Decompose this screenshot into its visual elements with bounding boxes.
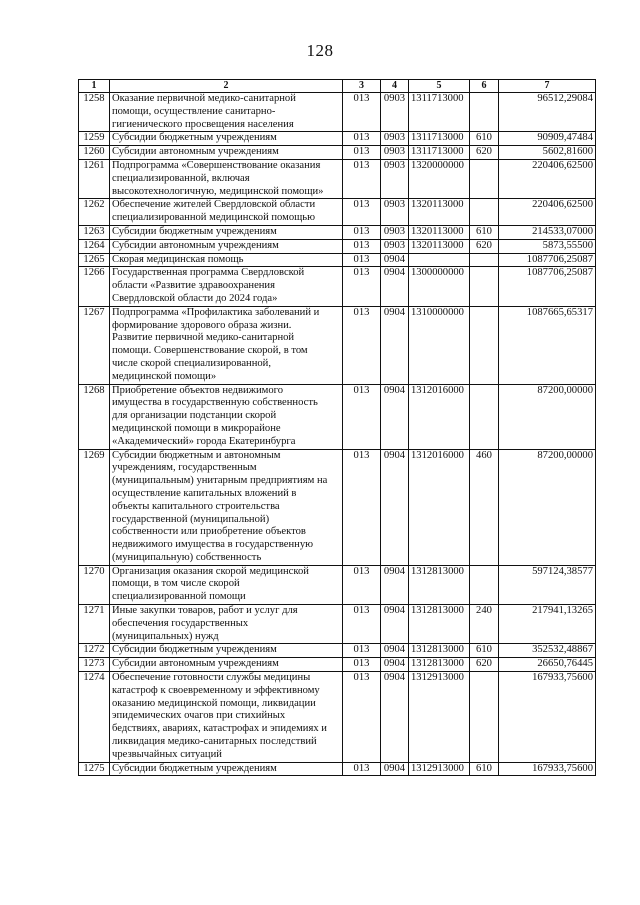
- expense-type-code: 460: [470, 449, 499, 565]
- table-row: [79, 199, 596, 226]
- row-description: [110, 384, 343, 449]
- row-description: [110, 449, 343, 565]
- amount: 220406,62500: [499, 159, 596, 198]
- amount: 87200,00000: [499, 384, 596, 449]
- description-line: бедствиях, авариях, катастрофах и эпидемиях и: [112, 723, 327, 735]
- column-header: 7: [499, 80, 596, 93]
- column-header: 1: [79, 80, 110, 93]
- section-code: 0903: [381, 199, 409, 226]
- description-line: Субсидии автономным учреждениям: [112, 658, 279, 670]
- description-line: высокотехнологичную, медицинской помощи»: [112, 185, 324, 197]
- row-description: [110, 565, 343, 604]
- expense-type-code: 610: [470, 225, 499, 239]
- table-row: [79, 658, 596, 672]
- expense-type-code: 620: [470, 239, 499, 253]
- description-line: гигиенического просвещения населения: [112, 118, 294, 130]
- description-line: специализированной медицинской помощью: [112, 212, 316, 224]
- ministry-code: 013: [343, 159, 381, 198]
- description-line: специализированной помощи: [112, 591, 246, 603]
- table-row: [79, 306, 596, 384]
- row-number: 1274: [79, 672, 110, 763]
- table-row: [79, 146, 596, 160]
- ministry-code: 013: [343, 672, 381, 763]
- section-code: 0903: [381, 93, 409, 132]
- expense-type-code: 620: [470, 658, 499, 672]
- table-row: [79, 93, 596, 132]
- expense-type-code: [470, 253, 499, 267]
- ministry-code: 013: [343, 93, 381, 132]
- expense-type-code: [470, 93, 499, 132]
- description-line: помощи, осуществление санитарно-: [112, 105, 276, 117]
- column-header: 4: [381, 80, 409, 93]
- section-code: 0904: [381, 306, 409, 384]
- target-article-code: 1312813000: [409, 658, 470, 672]
- table-row: [79, 565, 596, 604]
- target-article-code: 1320000000: [409, 159, 470, 198]
- description-line: Приобретение объектов недвижимого: [112, 384, 284, 396]
- row-description: [110, 306, 343, 384]
- row-description: [110, 199, 343, 226]
- section-code: 0904: [381, 384, 409, 449]
- expense-type-code: 610: [470, 644, 499, 658]
- column-header: 6: [470, 80, 499, 93]
- target-article-code: 1300000000: [409, 267, 470, 306]
- ministry-code: 013: [343, 449, 381, 565]
- description-line: Субсидии автономным учреждениям: [112, 146, 279, 158]
- target-article-code: 1310000000: [409, 306, 470, 384]
- section-code: 0904: [381, 658, 409, 672]
- ministry-code: 013: [343, 762, 381, 776]
- row-description: [110, 132, 343, 146]
- row-description: [110, 672, 343, 763]
- description-line: Государственная программа Свердловской: [112, 267, 305, 279]
- section-code: 0904: [381, 267, 409, 306]
- row-description: [110, 159, 343, 198]
- amount: 167933,75600: [499, 672, 596, 763]
- amount: 597124,38577: [499, 565, 596, 604]
- amount: 5602,81600: [499, 146, 596, 160]
- description-line: (муниципальную) собственность: [112, 551, 262, 563]
- section-code: 0904: [381, 672, 409, 763]
- row-number: 1260: [79, 146, 110, 160]
- description-line: специализированной, включая: [112, 172, 250, 184]
- row-number: 1275: [79, 762, 110, 776]
- row-description: [110, 225, 343, 239]
- section-code: 0904: [381, 762, 409, 776]
- section-code: 0904: [381, 449, 409, 565]
- description-line: для организации подстанции скорой: [112, 410, 277, 422]
- row-number: 1259: [79, 132, 110, 146]
- ministry-code: 013: [343, 565, 381, 604]
- section-code: 0903: [381, 159, 409, 198]
- description-line: государственной (муниципальной): [112, 513, 270, 525]
- row-number: 1262: [79, 199, 110, 226]
- row-number: 1270: [79, 565, 110, 604]
- description-line: Иные закупки товаров, работ и услуг для: [112, 605, 298, 617]
- row-description: [110, 267, 343, 306]
- row-description: [110, 762, 343, 776]
- budget-table: [78, 79, 596, 776]
- table-row: [79, 239, 596, 253]
- row-number: 1258: [79, 93, 110, 132]
- amount: 90909,47484: [499, 132, 596, 146]
- column-header: 3: [343, 80, 381, 93]
- ministry-code: 013: [343, 253, 381, 267]
- ministry-code: 013: [343, 605, 381, 644]
- description-line: Субсидии автономным учреждениям: [112, 239, 279, 251]
- expense-type-code: 610: [470, 132, 499, 146]
- description-line: медицинской помощи в микрорайоне: [112, 422, 281, 434]
- description-line: области «Развитие здравоохранения: [112, 280, 275, 292]
- ministry-code: 013: [343, 644, 381, 658]
- row-description: [110, 146, 343, 160]
- amount: 1087665,65317: [499, 306, 596, 384]
- expense-type-code: 620: [470, 146, 499, 160]
- ministry-code: 013: [343, 225, 381, 239]
- description-line: Обеспечение жителей Свердловской области: [112, 199, 316, 211]
- table-row: [79, 762, 596, 776]
- table-row: [79, 225, 596, 239]
- amount: 1087706,25087: [499, 253, 596, 267]
- target-article-code: 1311713000: [409, 93, 470, 132]
- description-line: чрезвычайных ситуаций: [112, 748, 222, 760]
- description-line: собственности или приобретение объектов: [112, 526, 306, 538]
- row-number: 1266: [79, 267, 110, 306]
- target-article-code: 1312016000: [409, 449, 470, 565]
- description-line: Оказание первичной медико-санитарной: [112, 93, 296, 104]
- section-code: 0903: [381, 132, 409, 146]
- column-header: 2: [110, 80, 343, 93]
- description-line: Развитие первичной медико-санитарной: [112, 332, 295, 344]
- description-line: Обеспечение готовности службы медицины: [112, 672, 311, 684]
- row-description: [110, 644, 343, 658]
- amount: 1087706,25087: [499, 267, 596, 306]
- description-line: Скорая медицинская помощь: [112, 253, 244, 265]
- target-article-code: 1311713000: [409, 132, 470, 146]
- amount: 352532,48867: [499, 644, 596, 658]
- row-number: 1264: [79, 239, 110, 253]
- row-number: 1268: [79, 384, 110, 449]
- amount: 217941,13265: [499, 605, 596, 644]
- description-line: учреждениям, государственным: [112, 462, 257, 474]
- row-description: [110, 93, 343, 132]
- description-line: Субсидии бюджетным учреждениям: [112, 225, 277, 237]
- description-line: имущества в государственную собственность: [112, 397, 318, 409]
- section-code: 0903: [381, 146, 409, 160]
- target-article-code: 1312913000: [409, 672, 470, 763]
- table-header-row: [79, 80, 596, 93]
- amount: 167933,75600: [499, 762, 596, 776]
- description-line: Субсидии бюджетным учреждениям: [112, 644, 277, 656]
- table-row: [79, 384, 596, 449]
- ministry-code: 013: [343, 306, 381, 384]
- table-row: [79, 672, 596, 763]
- description-line: медицинской помощи»: [112, 370, 217, 382]
- section-code: 0904: [381, 253, 409, 267]
- ministry-code: 013: [343, 658, 381, 672]
- description-line: Субсидии бюджетным учреждениям: [112, 132, 277, 144]
- amount: 26650,76445: [499, 658, 596, 672]
- ministry-code: 013: [343, 239, 381, 253]
- row-description: [110, 239, 343, 253]
- row-description: [110, 605, 343, 644]
- description-line: (муниципальным) унитарным предприятиям на: [112, 475, 328, 487]
- row-number: 1272: [79, 644, 110, 658]
- page-number: 128: [306, 41, 334, 60]
- section-code: 0904: [381, 605, 409, 644]
- ministry-code: 013: [343, 384, 381, 449]
- description-line: «Академический» города Екатеринбурга: [112, 435, 296, 447]
- row-number: 1261: [79, 159, 110, 198]
- description-line: объекты капитального строительства: [112, 500, 280, 512]
- row-number: 1269: [79, 449, 110, 565]
- description-line: помощи, в том числе скорой: [112, 578, 240, 590]
- section-code: 0904: [381, 565, 409, 604]
- target-article-code: 1312913000: [409, 762, 470, 776]
- description-line: Субсидии бюджетным учреждениям: [112, 762, 277, 774]
- row-number: 1267: [79, 306, 110, 384]
- expense-type-code: [470, 384, 499, 449]
- description-line: помощи. Совершенствование скорой, в том: [112, 345, 308, 357]
- column-header: 5: [409, 80, 470, 93]
- description-line: Организация оказания скорой медицинской: [112, 565, 309, 577]
- target-article-code: 1311713000: [409, 146, 470, 160]
- target-article-code: 1312016000: [409, 384, 470, 449]
- amount: 214533,07000: [499, 225, 596, 239]
- description-line: эпидемических очагов при стихийных: [112, 710, 286, 722]
- table-row: [79, 644, 596, 658]
- ministry-code: 013: [343, 132, 381, 146]
- description-line: Субсидии бюджетным и автономным: [112, 449, 281, 461]
- section-code: 0904: [381, 644, 409, 658]
- row-number: 1265: [79, 253, 110, 267]
- amount: 87200,00000: [499, 449, 596, 565]
- description-line: недвижимого имущества в государственную: [112, 539, 314, 551]
- section-code: 0903: [381, 239, 409, 253]
- expense-type-code: [470, 565, 499, 604]
- amount: 220406,62500: [499, 199, 596, 226]
- target-article-code: [409, 253, 470, 267]
- target-article-code: 1320113000: [409, 239, 470, 253]
- description-line: Подпрограмма «Совершенствование оказания: [112, 159, 321, 171]
- expense-type-code: [470, 306, 499, 384]
- description-line: ликвидация медико-санитарных последствий: [112, 736, 317, 748]
- target-article-code: 1312813000: [409, 605, 470, 644]
- row-number: 1271: [79, 605, 110, 644]
- description-line: Подпрограмма «Профилактика заболеваний и: [112, 306, 320, 318]
- table-row: [79, 605, 596, 644]
- table-row: [79, 132, 596, 146]
- description-line: (муниципальных) нужд: [112, 630, 219, 642]
- target-article-code: 1312813000: [409, 565, 470, 604]
- row-description: [110, 658, 343, 672]
- table-row: [79, 267, 596, 306]
- description-line: осуществление капитальных вложений в: [112, 487, 297, 499]
- description-line: формирование здорового образа жизни.: [112, 319, 292, 331]
- row-number: 1273: [79, 658, 110, 672]
- ministry-code: 013: [343, 146, 381, 160]
- expense-type-code: 240: [470, 605, 499, 644]
- row-description: [110, 253, 343, 267]
- ministry-code: 013: [343, 199, 381, 226]
- expense-type-code: [470, 159, 499, 198]
- table-row: [79, 449, 596, 565]
- target-article-code: 1312813000: [409, 644, 470, 658]
- description-line: оказанию медицинской помощи, ликвидации: [112, 697, 316, 709]
- table-row: [79, 253, 596, 267]
- amount: 5873,55500: [499, 239, 596, 253]
- expense-type-code: [470, 267, 499, 306]
- table-row: [79, 159, 596, 198]
- amount: 96512,29084: [499, 93, 596, 132]
- ministry-code: 013: [343, 267, 381, 306]
- description-line: обеспечения государственных: [112, 617, 249, 629]
- description-line: катастроф к своевременному и эффективному: [112, 684, 320, 696]
- target-article-code: 1320113000: [409, 199, 470, 226]
- section-code: 0903: [381, 225, 409, 239]
- row-number: 1263: [79, 225, 110, 239]
- target-article-code: 1320113000: [409, 225, 470, 239]
- description-line: числе скорой специализированной,: [112, 357, 271, 369]
- description-line: Свердловской области до 2024 года»: [112, 292, 278, 304]
- expense-type-code: 610: [470, 762, 499, 776]
- expense-type-code: [470, 672, 499, 763]
- expense-type-code: [470, 199, 499, 226]
